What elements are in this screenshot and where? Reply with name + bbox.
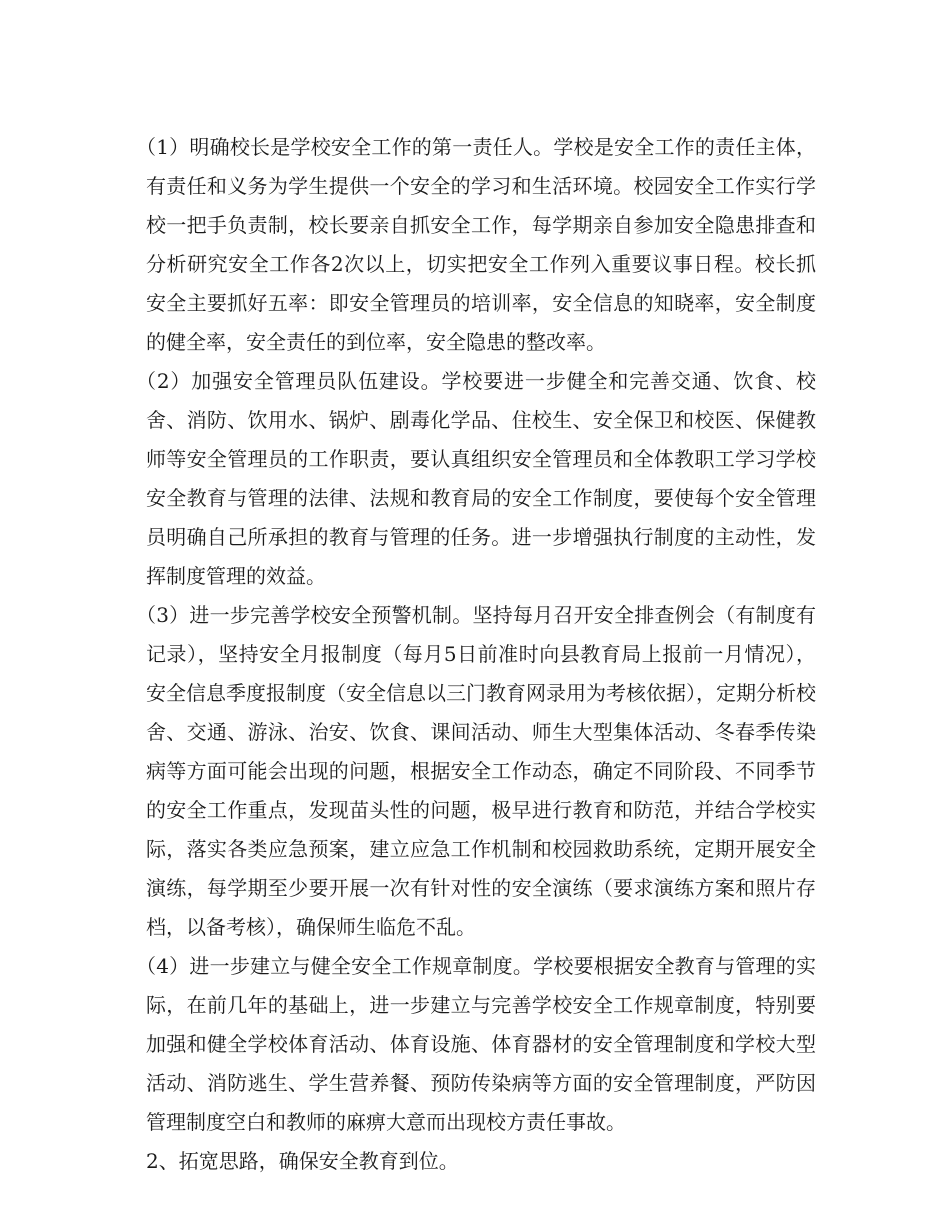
paragraph-early-warning-mechanism: （3）进一步完善学校安全预警机制。坚持每月召开安全排查例会（有制度有记录），坚持安全月报制度（每月5日前准时向县教育局上报前一月情况），安全信息季度报制度（安全信息以三门教育网录用为考核依据），定期分析校舍、交通、游泳、治安、饮食、课间活动、师生大型集体活动、冬春季传染病等方面可能会出现的问题，根据安全工作动态，确定不同阶段、不同季节的安全工作重点，发现苗头性的问题，极早进行教育和防范，并结合学校实际，落实各类应急预案，建立应急工作机制和校园救助系统，定期开展安全演练，每学期至少要开展一次有针对性的安全演练（要求演练方案和照片存档，以备考核），确保师生临危不乱。 (136, 603, 816, 939)
document-body (136, 128, 816, 1181)
paragraph-principal-responsibility: （1）明确校长是学校安全工作的第一责任人。学校是安全工作的责任主体，有责任和义务为学生提供一个安全的学习和生活环境。校园安全工作实行学校一把手负责制，校长要亲自抓安全工作，每学期亲自参加安全隐患排查和分析研究安全工作各2次以上，切实把安全工作列入重要议事日程。校长抓安全主要抓好五率：即安全管理员的培训率，安全信息的知晓率，安全制度的健全率，安全责任的到位率，安全隐患的整改率。 (136, 135, 816, 354)
paragraph-rules-and-regulations: （4）进一步建立与健全安全工作规章制度。学校要根据安全教育与管理的实际，在前几年的基础上，进一步建立与完善学校安全工作规章制度，特别要加强和健全学校体育活动、体育设施、体育器材的安全管理制度和学校大型活动、消防逃生、学生营养餐、预防传染病等方面的安全管理制度，严防因管理制度空白和教师的麻痹大意而出现校方责任事故。 (136, 954, 816, 1134)
paragraph-safety-staff-team: （2）加强安全管理员队伍建设。学校要进一步健全和完善交通、饮食、校舍、消防、饮用水、锅炉、剧毒化学品、住校生、安全保卫和校医、保健教师等安全管理员的工作职责，要认真组织安全管理员和全体教职工学习学校安全教育与管理的法律、法规和教育局的安全工作制度，要使每个安全管理员明确自己所承担的教育与管理的任务。进一步增强执行制度的主动性，发挥制度管理的效益。 (136, 369, 816, 588)
section-heading-safety-education: 2、拓宽思路，确保安全教育到位。 (146, 1149, 459, 1173)
